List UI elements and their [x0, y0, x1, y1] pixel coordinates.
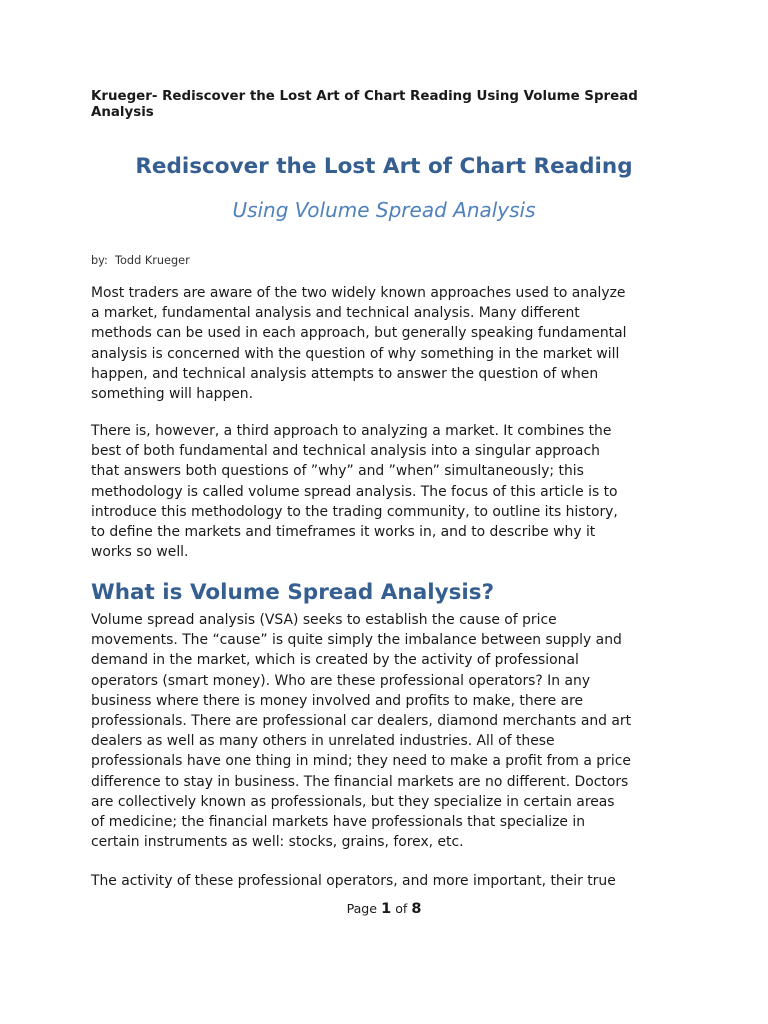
- page-footer: [0, 899, 768, 919]
- article-subtitle: Using Volume Spread Analysis: [232, 198, 536, 222]
- text-line: movements. The “cause” is quite simply the imbalance between supply and: [91, 632, 622, 649]
- text-line: introduce this methodology to the trading community, to outline its history,: [91, 503, 618, 520]
- text-line: demand in the market, which is created by the activity of professional: [91, 652, 579, 669]
- text-line: to define the markets and timeframes it works in, and to describe why it: [91, 524, 596, 541]
- text-line: are collectively known as professionals, but they specialize in certain areas: [91, 793, 615, 810]
- article-title: Rediscover the Lost Art of Chart Reading: [135, 154, 633, 179]
- text-line: Most traders are aware of the two widely known approaches used to analyze: [91, 285, 626, 301]
- text-line: happen, and technical analysis attempts to answer the question of when: [91, 365, 599, 382]
- text-line: a market, fundamental analysis and technical analysis. Many different: [91, 305, 580, 322]
- text-line: methods can be used in each approach, but generally speaking fundamental: [91, 325, 627, 342]
- text-line: dealers as well as many others in unrelated industries. All of these: [91, 733, 555, 750]
- running-header-line: Krueger- Rediscover the Lost Art of Chart Reading Using Volume Spread: [91, 89, 638, 104]
- text-line: The activity of these professional operators, and more important, their true: [91, 873, 616, 889]
- of-label: of: [395, 901, 408, 916]
- running-header: [91, 89, 691, 121]
- author-byline: by: Todd Krueger: [91, 254, 190, 267]
- text-line: difference to stay in business. The financial markets are no different. Doctors: [91, 773, 629, 790]
- running-header-line: Analysis: [91, 105, 154, 120]
- text-line: works so well.: [91, 544, 189, 561]
- section-paragraph: [91, 610, 681, 852]
- text-line: best of both fundamental and technical analysis into a singular approach: [91, 443, 600, 460]
- text-line: methodology is called volume spread analysis. The focus of this article is to: [91, 483, 618, 500]
- intro-paragraph: [91, 283, 681, 404]
- text-line: Volume spread analysis (VSA) seeks to establish the cause of price: [91, 612, 557, 628]
- body-paragraph: [91, 421, 681, 562]
- text-line: business where there is money involved and profits to make, there are: [91, 692, 584, 709]
- text-line: There is, however, a third approach to analyzing a market. It combines the: [91, 423, 612, 439]
- text-line: operators (smart money). Who are these professional operators? In any: [91, 672, 591, 689]
- text-line: something will happen.: [91, 386, 254, 403]
- current-page-number: 1: [381, 901, 392, 917]
- text-line: that answers both questions of ”why” and ”when” simultaneously; this: [91, 463, 584, 480]
- page-label: Page: [346, 901, 378, 916]
- text-line: certain instruments as well: stocks, grains, forex, etc.: [91, 834, 464, 851]
- section-paragraph: [91, 871, 681, 891]
- text-line: analysis is concerned with the question of why something in the market will: [91, 345, 620, 362]
- total-pages-number: 8: [411, 901, 422, 917]
- text-line: professionals. There are professional car dealers, diamond merchants and art: [91, 713, 632, 730]
- section-heading: What is Volume Spread Analysis?: [91, 580, 495, 605]
- text-line: professionals have one thing in mind; they need to make a profit from a price: [91, 753, 631, 770]
- text-line: of medicine; the financial markets have professionals that specialize in: [91, 814, 585, 831]
